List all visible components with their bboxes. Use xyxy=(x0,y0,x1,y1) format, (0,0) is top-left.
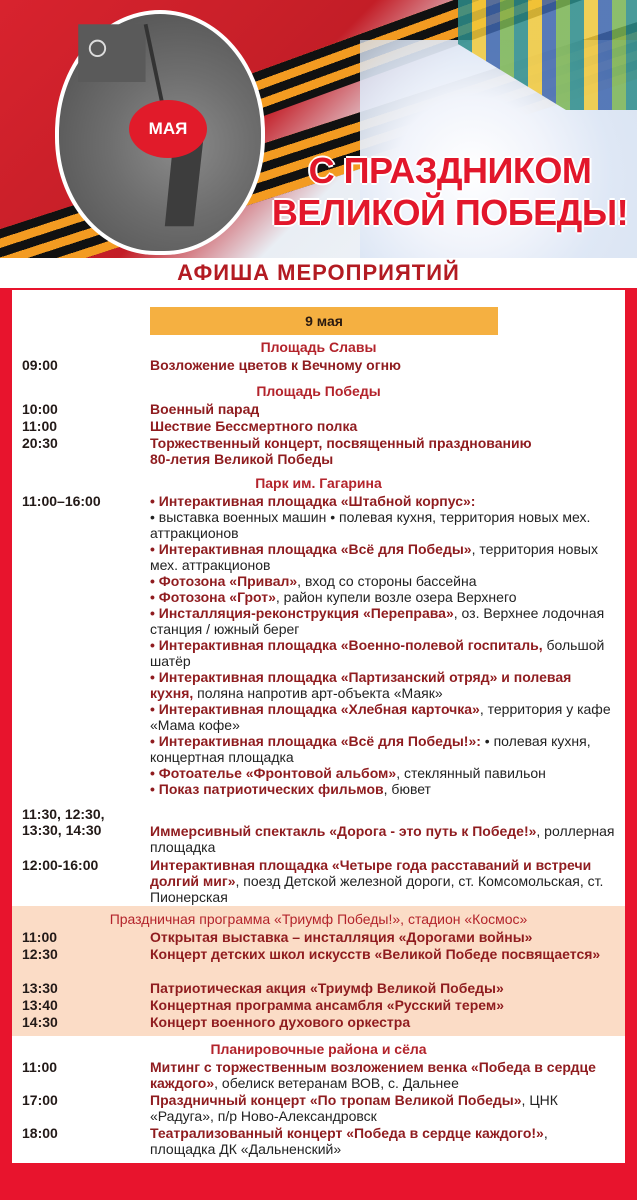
list-item: • Фотозона «Грот», район купели возле озера Верхнего xyxy=(150,589,517,605)
list-item: • Фотоателье «Фронтовой альбом», стеклянный павильон xyxy=(150,765,546,781)
list-item: • Интерактивная площадка «Всё для Победы!»: • полевая кухня, концертная площадка xyxy=(150,733,591,765)
afisha-title: АФИША МЕРОПРИЯТИЙ xyxy=(0,258,637,288)
event-title: Митинг с торжественным возложением венка «Победа в сердце каждого», обелиск ветеранам ВОВ, с. Дальнее xyxy=(150,1059,596,1091)
list-item: • Интерактивная площадка «Партизанский отряд» и полевая кухня, поляна напротив арт-объекта «Маяк» xyxy=(150,669,572,701)
event-time: 12:00-16:00 xyxy=(22,857,99,873)
event-title: Иммерсивный спектакль «Дорога - это путь к Победе!», роллерная площадка xyxy=(150,823,615,855)
event-title: Интерактивная площадка «Четыре года расставаний и встречи долгий миг», поезд Детской железной дороги, ст. Комсомольская, ст. Пионерская xyxy=(150,857,604,905)
event-time: 18:00 xyxy=(22,1125,58,1141)
event-title: Возложение цветов к Вечному огню xyxy=(150,357,401,373)
event-title: Открытая выставка – инсталляция «Дорогами войны» xyxy=(150,929,533,945)
event-title: Праздничный концерт «По тропам Великой Победы», ЦНК «Радуга», п/р Ново-Александровск xyxy=(150,1092,558,1124)
greeting-line-1: С ПРАЗДНИКОМ xyxy=(308,150,592,191)
date-banner: 9 мая xyxy=(150,307,498,335)
venue-heading: Праздничная программа «Триумф Победы!», стадион «Космос» xyxy=(109,911,528,927)
venue-heading: Площадь Славы xyxy=(260,339,377,355)
event-title: Концертная программа ансамбля «Русский терем» xyxy=(150,997,504,1013)
event-title: Концерт детских школ искусств «Великой Победе посвящается» xyxy=(150,946,601,962)
event-title: Патриотическая акция «Триумф Великой Победы» xyxy=(150,980,504,996)
header-banner xyxy=(0,0,637,258)
list-item: • Интерактивная площадка «Военно-полевой госпиталь, большой шатёр xyxy=(150,637,605,669)
event-title: Шествие Бессмертного полка xyxy=(150,418,358,434)
list-item: • выставка военных машин • полевая кухня, территория новых мех. аттракционов xyxy=(150,509,591,541)
list-item: • Фотозона «Привал», вход со стороны бассейна xyxy=(150,573,477,589)
event-list xyxy=(150,493,615,797)
greeting-line-2: ВЕЛИКОЙ ПОБЕДЫ! xyxy=(271,192,629,233)
event-time: 11:00–16:00 xyxy=(22,493,101,509)
event-time: 11:00 xyxy=(22,929,58,945)
event-time: 14:30 xyxy=(22,1014,58,1030)
event-title: Военный парад xyxy=(150,401,260,417)
venue-heading: Парк им. Гагарина xyxy=(255,475,382,491)
greeting-title xyxy=(270,150,630,234)
event-title: Концерт военного духового оркестра xyxy=(150,1014,411,1030)
event-time: 11:30, 12:30, 13:30, 14:30 xyxy=(22,806,105,838)
event-time: 11:00 xyxy=(22,418,58,434)
event-title: Театрализованный концерт «Победа в сердце каждого!», площадка ДК «Дальненский» xyxy=(150,1125,548,1157)
event-time: 13:40 xyxy=(22,997,58,1013)
event-title: Торжественный концерт, посвященный празднованию 80-летия Великой Победы xyxy=(150,435,532,467)
event-time: 17:00 xyxy=(22,1092,58,1108)
event-time: 09:00 xyxy=(22,357,58,373)
list-item: • Интерактивная площадка «Всё для Победы», территория новых мех. аттракционов xyxy=(150,541,598,573)
event-time: 20:30 xyxy=(22,435,58,451)
list-item: • Инсталляция-реконструкция «Переправа», оз. Верхнее лодочная станция / южный берег xyxy=(150,605,605,637)
event-time: 11:00 xyxy=(22,1059,58,1075)
event-time: 10:00 xyxy=(22,401,58,417)
venue-heading: Площадь Победы xyxy=(256,383,381,399)
venue-heading: Планировочные района и сёла xyxy=(210,1041,427,1057)
list-item: • Показ патриотических фильмов, бювет xyxy=(150,781,431,797)
event-time: 13:30 xyxy=(22,980,58,996)
event-time: 12:30 xyxy=(22,946,58,962)
list-item: • Интерактивная площадка «Хлебная карточка», территория у кафе «Мама кофе» xyxy=(150,701,611,733)
list-item: • Интерактивная площадка «Штабной корпус»: xyxy=(150,493,476,509)
may-badge: МАЯ xyxy=(129,100,207,158)
